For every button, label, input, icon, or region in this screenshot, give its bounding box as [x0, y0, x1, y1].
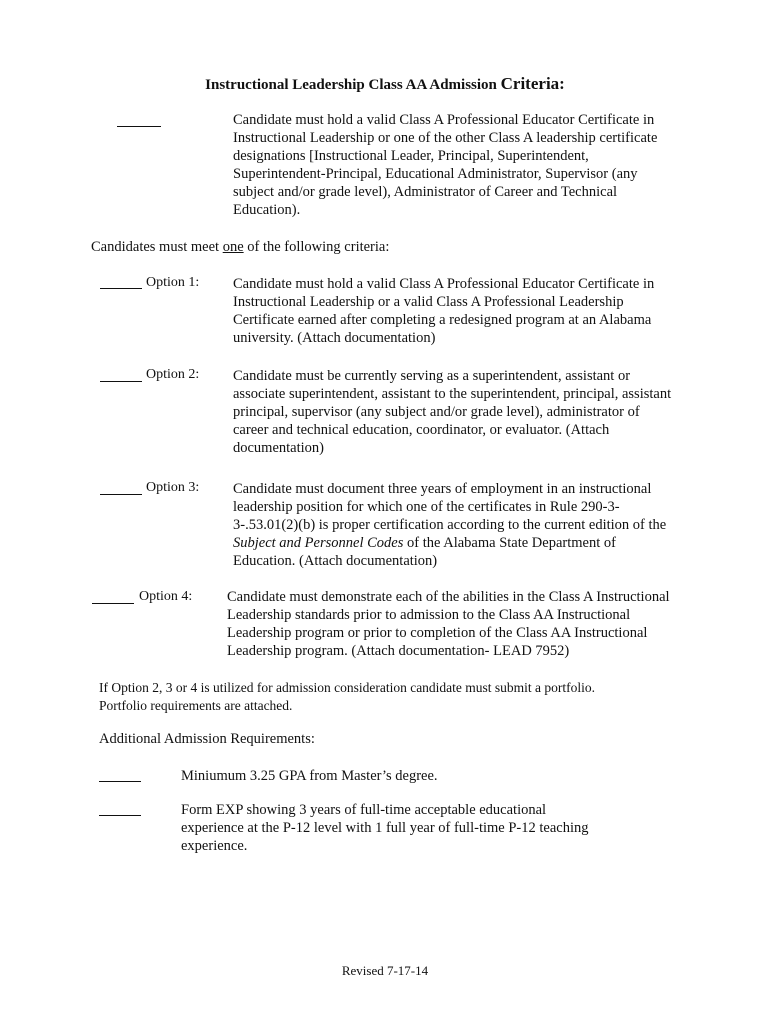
exp-requirement-text: Form EXP showing 3 years of full-time acceptable educational experience at the P-12 level with 1 full year of full-time P-12 teaching experience. [181, 802, 589, 854]
criteria-intro-emphasis: one [222, 239, 244, 255]
gpa-requirement-text: Miniumum 3.25 GPA from Master’s degree. [181, 768, 438, 784]
option-4-text: Candidate must demonstrate each of the abilities in the Class A Instructional Leadership standards prior to admission to the Class AA Instructional Leadership program or prior to completion of the Class AA Instructional Leadership program. (Attach documentation- LEAD 7952) [227, 589, 670, 659]
revision-date: Revised 7-17-14 [341, 963, 429, 978]
exp-requirement-blank[interactable] [99, 799, 141, 816]
criteria-intro: Candidates must meet one of the following criteria: [91, 239, 390, 255]
option-4-label: Option 4: [139, 589, 193, 604]
option-4-blank[interactable] [92, 587, 134, 604]
option-1-label: Option 1: [146, 275, 200, 290]
subject-personnel-codes-title: Subject and Personnel Codes [233, 535, 404, 551]
option-2-text: Candidate must be currently serving as a superintendent, assistant or associate superintendent, assistant to the superintendent, principal, assistant principal, supervisor (any subject and/or grade level), administrator of career and technical education, coordinator, or evaluator. (Attach documentation) [233, 368, 672, 456]
option-3-label: Option 3: [146, 480, 200, 495]
option-2-blank[interactable] [100, 365, 142, 382]
additional-requirements-heading: Additional Admission Requirements: [99, 731, 315, 747]
gpa-requirement-blank[interactable] [99, 765, 141, 782]
title-criteria: Criteria: [500, 74, 565, 93]
class-a-requirement-text: Candidate must hold a valid Class A Professional Educator Certificate in Instructional Leadership or one of the other Class A leadership certificate designations [Instructional Leader, Principal, Superintendent, Superintendent-Principal, Educational Administrator, Supervisor (any subject and/or grade level), Administrator of Career and Technical Education). [233, 112, 658, 218]
option-2-label: Option 2: [146, 367, 200, 382]
option-1-text: Candidate must hold a valid Class A Professional Educator Certificate in Instructional Leadership or a valid Class A Professional Leadership Certificate earned after completing a redesigned program at an Alabama university. (Attach documentation) [233, 276, 655, 346]
class-a-checkbox-blank[interactable] [117, 110, 161, 127]
portfolio-note: If Option 2, 3 or 4 is utilized for admission consideration candidate must submit a portfolio. Portfolio requirements are attached. [99, 680, 596, 713]
page-title [0, 74, 770, 94]
option-3-text: Candidate must document three years of employment in an instructional leadership position for which one of the certificates in Rule 290-3-3-.53.01(2)(b) is proper certification according to the current edition of the Subject and Personnel Codes of the Alabama State Department of Education. (Attach documentation) [233, 481, 667, 569]
option-3-blank[interactable] [100, 478, 142, 495]
title-main: Instructional Leadership Class AA Admission [205, 77, 497, 93]
option-1-blank[interactable] [100, 272, 142, 289]
